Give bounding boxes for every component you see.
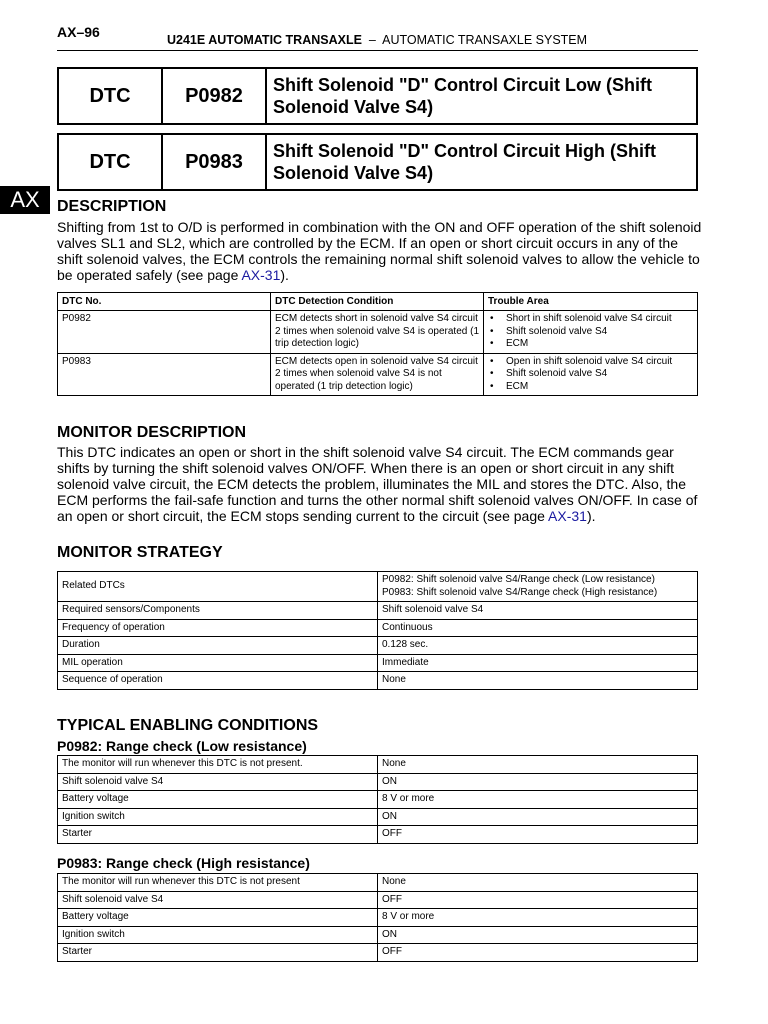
condition-value: ON: [378, 773, 698, 791]
column-header: DTC Detection Condition: [271, 293, 484, 311]
condition-label: The monitor will run whenever this DTC is not present: [58, 874, 378, 892]
enabling-conditions-heading: TYPICAL ENABLING CONDITIONS: [57, 717, 319, 734]
strategy-value: Continuous: [378, 619, 698, 637]
condition-value: OFF: [378, 891, 698, 909]
table-row: [58, 756, 698, 774]
dtc-box-p0983: [57, 133, 698, 191]
list-item: • Short in shift solenoid valve S4 circuit: [488, 313, 693, 326]
condition-cell: ECM detects open in solenoid valve S4 circuit 2 times when solenoid valve S4 is not operated (1 trip detection logic): [271, 353, 484, 396]
table-row: [58, 791, 698, 809]
table-row: [58, 891, 698, 909]
monitor-description-text: This DTC indicates an open or short in the shift solenoid valve S4 circuit. The ECM commands gear shifts by turning the shift solenoid valves ON/OFF. When there is an open or short circuit in any shift solenoid valve circuit, the ECM detects the problem, illuminates the MIL and stores the DTC. Also, the ECM performs the fail-safe function and turns the other normal shift solenoid valves ON/OFF. In case of an open or short circuit, the ECM stops sending current to the circuit (see page AX-31).: [57, 444, 698, 524]
header-separator: –: [368, 33, 376, 47]
dtc-title: Shift Solenoid "D" Control Circuit Low (Shift Solenoid Valve S4): [266, 68, 697, 124]
table-row: [58, 637, 698, 655]
strategy-label: Related DTCs: [58, 572, 378, 602]
description-text: Shifting from 1st to O/D is performed in combination with the ON and OFF operation of the shift solenoid valves SL1 and SL2, which are controlled by the ECM. If an open or short circuit occurs in any of the shift solenoid valves, the ECM controls the remaining normal shift solenoid valves to allow the vehicle to be operated safely (see page AX-31).: [57, 219, 702, 283]
strategy-value: 0.128 sec.: [378, 637, 698, 655]
page-link[interactable]: AX-31: [241, 267, 281, 283]
dtc-box-p0982: [57, 67, 698, 125]
table-row: [58, 944, 698, 962]
condition-label: Shift solenoid valve S4: [58, 891, 378, 909]
strategy-value: Immediate: [378, 654, 698, 672]
list-item: • ECM: [488, 338, 693, 351]
dtc-table: [57, 292, 698, 396]
list-item: • Shift solenoid valve S4: [488, 368, 693, 381]
p0983-enabling-table: [57, 873, 698, 962]
condition-value: OFF: [378, 826, 698, 844]
strategy-value: Shift solenoid valve S4: [378, 602, 698, 620]
p0983-subheading: P0983: Range check (High resistance): [57, 855, 310, 871]
dtc-label: DTC: [58, 68, 162, 124]
column-header: DTC No.: [58, 293, 271, 311]
condition-value: OFF: [378, 944, 698, 962]
table-row: [58, 909, 698, 927]
condition-value: 8 V or more: [378, 791, 698, 809]
strategy-value: None: [378, 672, 698, 690]
trouble-area-cell: [484, 311, 698, 354]
column-header: Trouble Area: [484, 293, 698, 311]
condition-value: 8 V or more: [378, 909, 698, 927]
condition-value: None: [378, 756, 698, 774]
dtc-title: Shift Solenoid "D" Control Circuit High (Shift Solenoid Valve S4): [266, 134, 697, 190]
condition-label: Shift solenoid valve S4: [58, 773, 378, 791]
condition-label: Ignition switch: [58, 808, 378, 826]
dtc-code: P0983: [162, 134, 266, 190]
monitor-description-heading: MONITOR DESCRIPTION: [57, 424, 247, 441]
strategy-label: MIL operation: [58, 654, 378, 672]
p0982-enabling-table: [57, 755, 698, 844]
list-item: • Open in shift solenoid valve S4 circuit: [488, 356, 693, 369]
condition-label: Starter: [58, 944, 378, 962]
page-link[interactable]: AX-31: [548, 508, 587, 524]
table-row: [58, 619, 698, 637]
dtc-label: DTC: [58, 134, 162, 190]
dtc-code-cell: P0983: [58, 353, 271, 396]
monitor-strategy-table: [57, 571, 698, 690]
condition-label: Ignition switch: [58, 926, 378, 944]
condition-value: ON: [378, 808, 698, 826]
strategy-label: Required sensors/Components: [58, 602, 378, 620]
p0982-subheading: P0982: Range check (Low resistance): [57, 738, 307, 754]
condition-label: Starter: [58, 826, 378, 844]
table-row: [58, 672, 698, 690]
table-header-row: [58, 293, 698, 311]
strategy-value: P0982: Shift solenoid valve S4/Range check (Low resistance) P0983: Shift solenoid valve S4/Range check (High resistance): [378, 572, 698, 602]
condition-value: ON: [378, 926, 698, 944]
table-row: [58, 311, 698, 354]
table-row: [58, 654, 698, 672]
section-tab: AX: [0, 186, 50, 214]
table-row: [58, 926, 698, 944]
condition-label: Battery voltage: [58, 909, 378, 927]
dtc-code: P0982: [162, 68, 266, 124]
section-title: AUTOMATIC TRANSAXLE SYSTEM: [382, 33, 588, 47]
list-item: • ECM: [488, 381, 693, 394]
description-heading: DESCRIPTION: [57, 198, 167, 215]
strategy-label: Sequence of operation: [58, 672, 378, 690]
table-row: [58, 874, 698, 892]
header-rule: [57, 50, 698, 51]
monitor-strategy-heading: MONITOR STRATEGY: [57, 544, 223, 561]
table-row: [58, 808, 698, 826]
condition-label: Battery voltage: [58, 791, 378, 809]
running-header: [167, 33, 587, 47]
table-row: [58, 353, 698, 396]
dtc-code-cell: P0982: [58, 311, 271, 354]
strategy-label: Frequency of operation: [58, 619, 378, 637]
page-number: AX–96: [57, 24, 100, 40]
condition-cell: ECM detects short in solenoid valve S4 circuit 2 times when solenoid valve S4 is operated (1 trip detection logic): [271, 311, 484, 354]
manual-title: U241E AUTOMATIC TRANSAXLE: [167, 33, 362, 47]
table-row: [58, 602, 698, 620]
trouble-area-cell: [484, 353, 698, 396]
table-row: [58, 826, 698, 844]
condition-value: None: [378, 874, 698, 892]
strategy-label: Duration: [58, 637, 378, 655]
condition-label: The monitor will run whenever this DTC is not present.: [58, 756, 378, 774]
list-item: • Shift solenoid valve S4: [488, 326, 693, 339]
table-row: [58, 773, 698, 791]
table-row: [58, 572, 698, 602]
